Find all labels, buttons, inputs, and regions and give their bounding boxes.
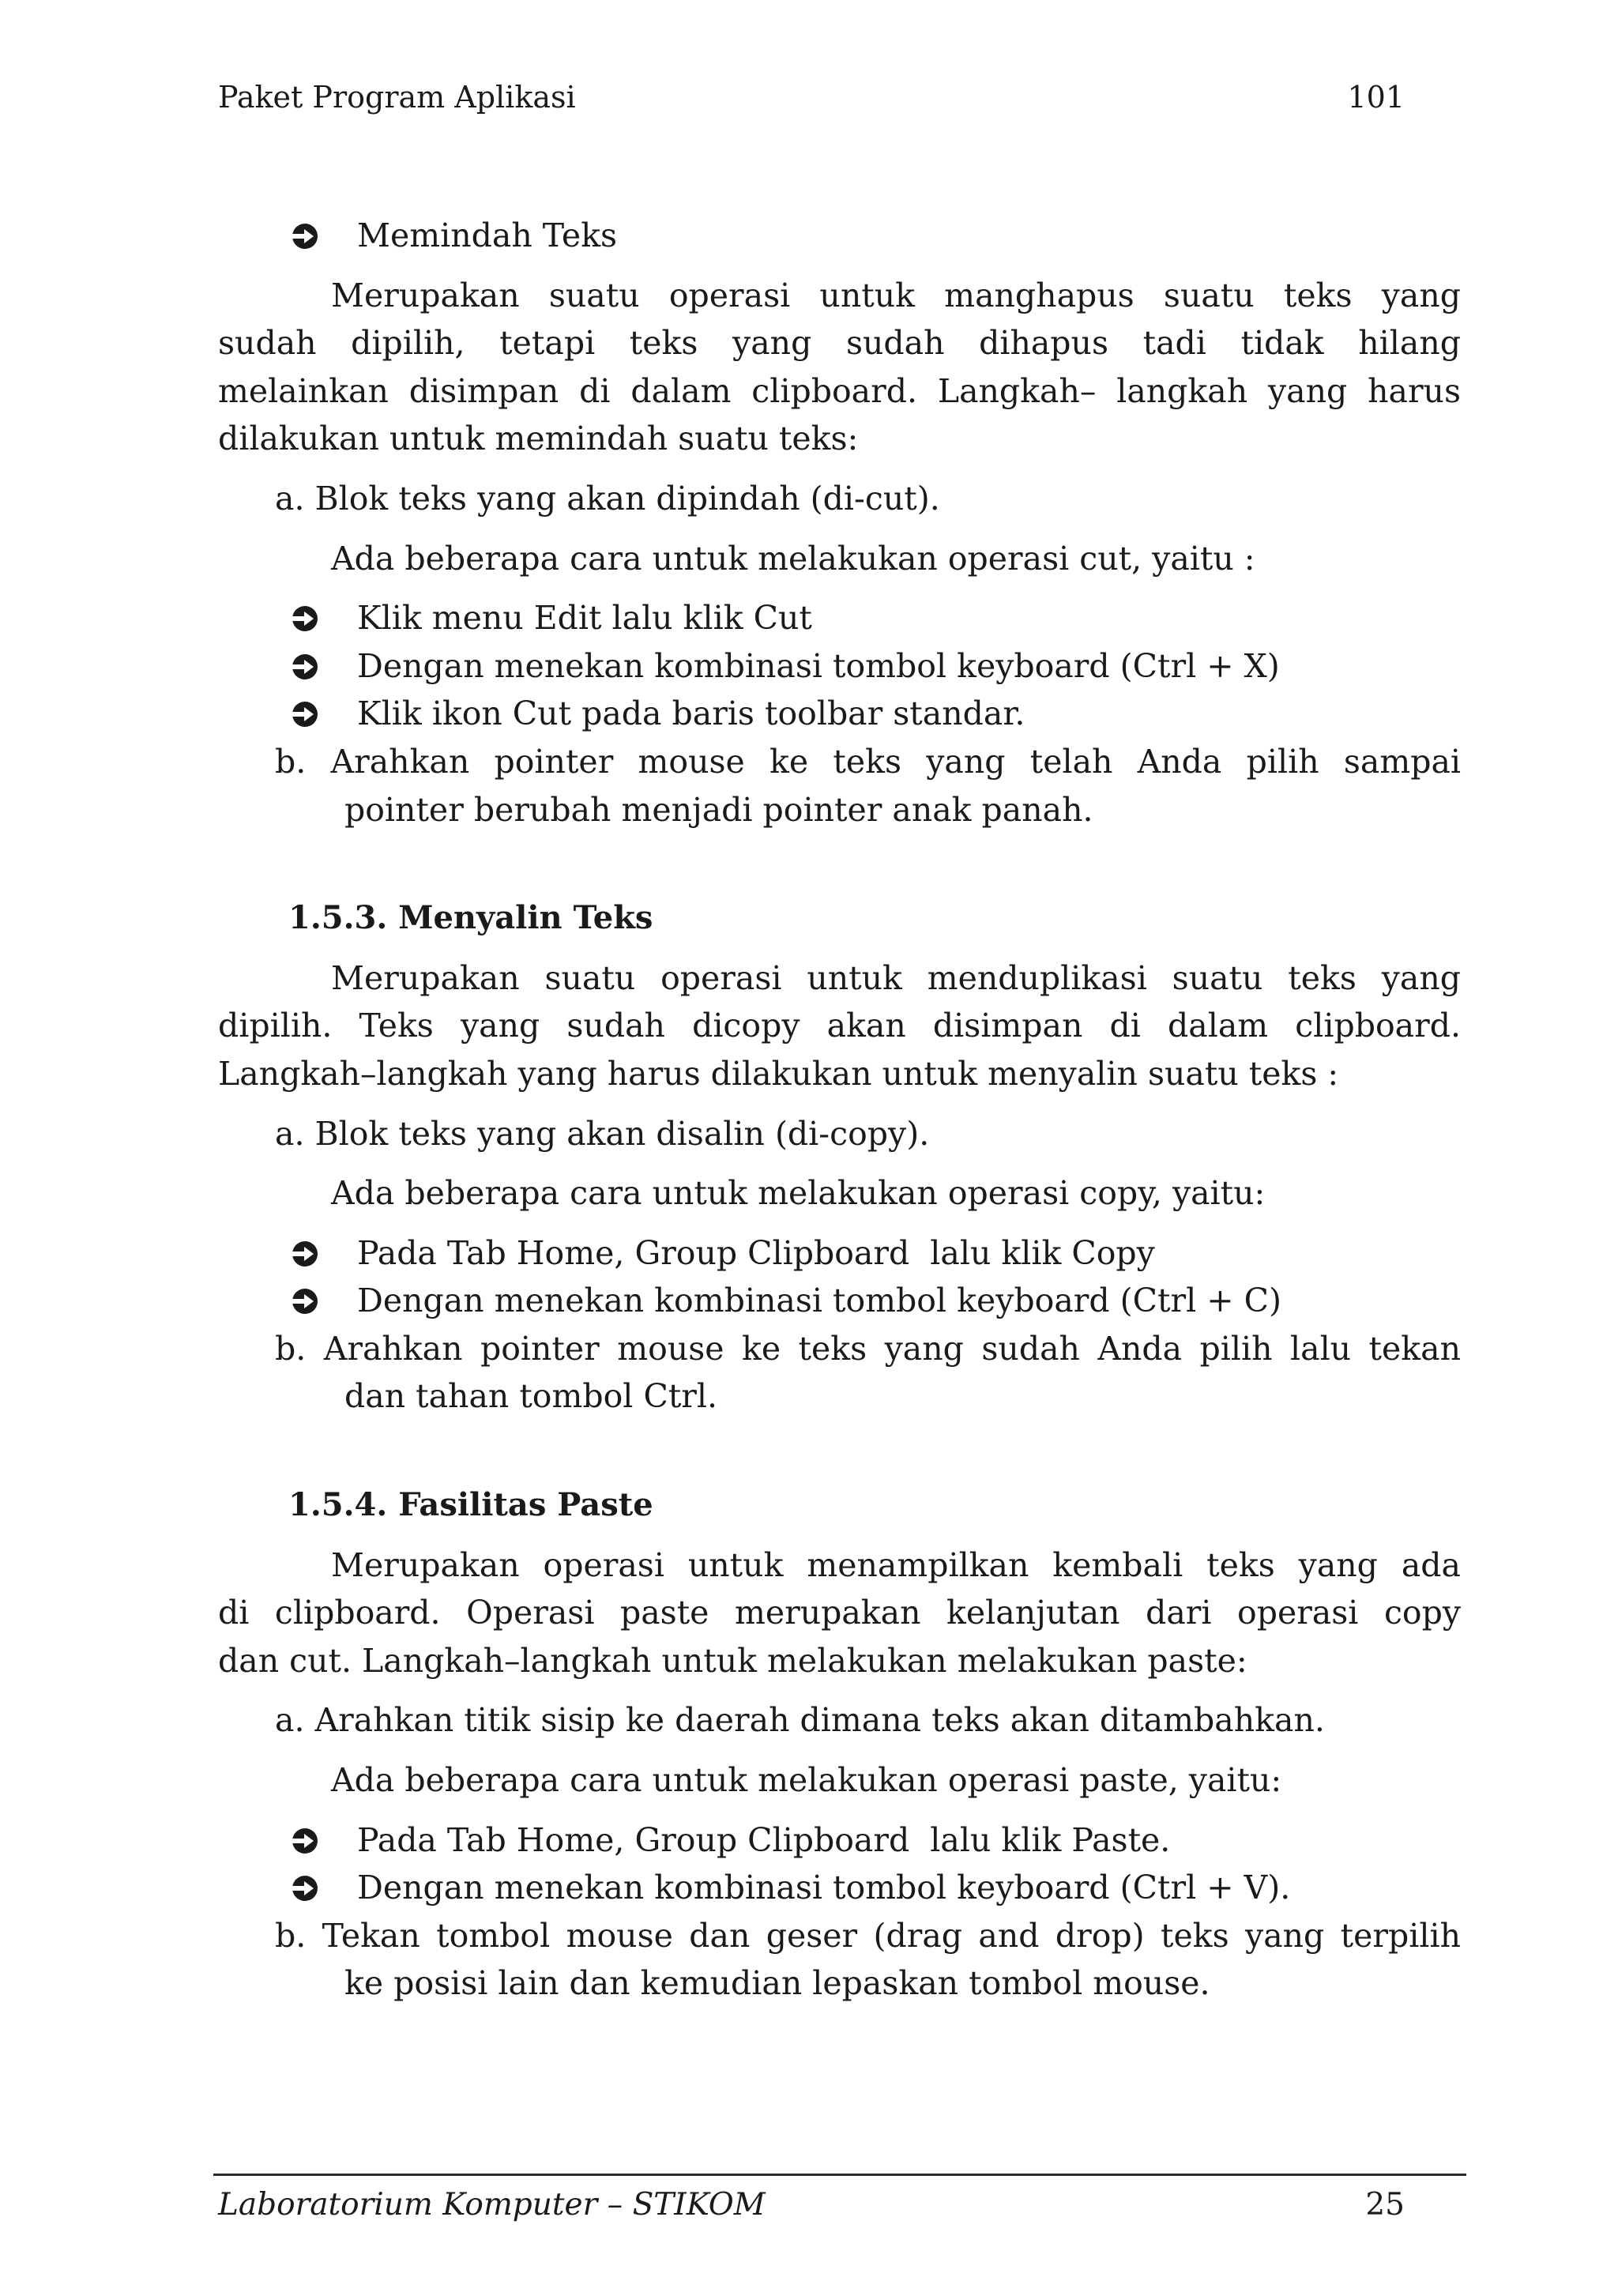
circled-right-arrow-icon: [286, 1286, 322, 1316]
methods-intro: Ada beberapa cara untuk melakukan operasi copy, yaitu:: [331, 1174, 1266, 1213]
section-heading: 1.5.3. Menyalin Teks: [288, 899, 653, 937]
step-b-continuation: dan tahan tombol Ctrl.: [344, 1377, 718, 1416]
bullet-item: [218, 642, 1461, 691]
bullet-item: [218, 1277, 1461, 1325]
step-a: a. Blok teks yang akan disalin (di-copy).: [275, 1114, 930, 1153]
bullet-item: [218, 690, 1461, 738]
bullet-text: Pada Tab Home, Group Clipboard lalu klik Copy: [357, 1233, 1155, 1272]
section-heading: 1.5.4. Fasilitas Paste: [288, 1486, 653, 1524]
bullet-text: Klik ikon Cut pada baris toolbar standar.: [357, 694, 1025, 733]
paragraph-line: dipilih. Teks yang sudah dicopy akan disimpan di dalam clipboard.: [218, 1007, 1461, 1045]
bullet-title-text: Memindah Teks: [357, 216, 618, 254]
header-page-number: 101: [1347, 80, 1405, 115]
bullet-item: [218, 1864, 1461, 1912]
page-footer: [218, 2181, 1405, 2229]
circled-right-arrow-icon: [286, 1873, 322, 1903]
paragraph-line: melainkan disimpan di dalam clipboard. Langkah– langkah yang harus: [218, 371, 1461, 410]
paragraph-line: Merupakan suatu operasi untuk manghapus suatu teks yang: [331, 276, 1461, 314]
bullet-text: Dengan menekan kombinasi tombol keyboard (Ctrl + X): [357, 646, 1280, 685]
header-title: Paket Program Aplikasi: [218, 80, 576, 115]
methods-intro: Ada beberapa cara untuk melakukan operasi paste, yaitu:: [331, 1761, 1282, 1800]
bullet-item: [218, 1229, 1461, 1278]
bullet-item: [218, 1816, 1461, 1865]
footer-page-number: 25: [1365, 2187, 1405, 2223]
circled-right-arrow-icon: [286, 221, 322, 251]
circled-right-arrow-icon: [286, 1239, 322, 1269]
step-b: b. Tekan tombol mouse dan geser (drag and drop) teks yang terpilih: [275, 1916, 1461, 1955]
paragraph-line: sudah dipilih, tetapi teks yang sudah dihapus tadi tidak hilang: [218, 324, 1461, 363]
methods-intro: Ada beberapa cara untuk melakukan operasi cut, yaitu :: [331, 539, 1255, 578]
paragraph-line: Merupakan operasi untuk menampilkan kembali teks yang ada: [331, 1545, 1461, 1584]
paragraph-line: dilakukan untuk memindah suatu teks:: [218, 420, 859, 458]
circled-right-arrow-icon: [286, 1826, 322, 1856]
bullet-text: Dengan menekan kombinasi tombol keyboard (Ctrl + C): [357, 1282, 1281, 1320]
paragraph-line: di clipboard. Operasi paste merupakan kelanjutan dari operasi copy: [218, 1594, 1461, 1632]
step-b-continuation: ke posisi lain dan kemudian lepaskan tombol mouse.: [344, 1964, 1210, 2003]
circled-right-arrow-icon: [286, 652, 322, 682]
footer-divider: [213, 2174, 1466, 2176]
page-body: [218, 212, 1461, 2008]
bullet-item-title: [218, 212, 1461, 260]
step-b-continuation: pointer berubah menjadi pointer anak panah.: [344, 790, 1093, 829]
circled-right-arrow-icon: [286, 699, 322, 729]
footer-text: Laboratorium Komputer – STIKOM: [218, 2187, 766, 2223]
paragraph-line: Langkah–langkah yang harus dilakukan untuk menyalin suatu teks :: [218, 1054, 1339, 1093]
step-b: b. Arahkan pointer mouse ke teks yang sudah Anda pilih lalu tekan: [275, 1329, 1461, 1368]
bullet-item: [218, 594, 1461, 642]
paragraph-line: dan cut. Langkah–langkah untuk melakukan melakukan paste:: [218, 1641, 1247, 1680]
bullet-text: Pada Tab Home, Group Clipboard lalu klik Paste.: [357, 1820, 1171, 1859]
bullet-text: Klik menu Edit lalu klik Cut: [357, 599, 812, 638]
circled-right-arrow-icon: [286, 604, 322, 634]
paragraph-line: Merupakan suatu operasi untuk menduplikasi suatu teks yang: [331, 958, 1461, 997]
step-b: b. Arahkan pointer mouse ke teks yang telah Anda pilih sampai: [275, 742, 1461, 781]
bullet-text: Dengan menekan kombinasi tombol keyboard (Ctrl + V).: [357, 1869, 1291, 1907]
step-a: a. Arahkan titik sisip ke daerah dimana teks akan ditambahkan.: [275, 1701, 1325, 1740]
page-header: [218, 73, 1405, 121]
step-a: a. Blok teks yang akan dipindah (di-cut).: [275, 479, 940, 518]
